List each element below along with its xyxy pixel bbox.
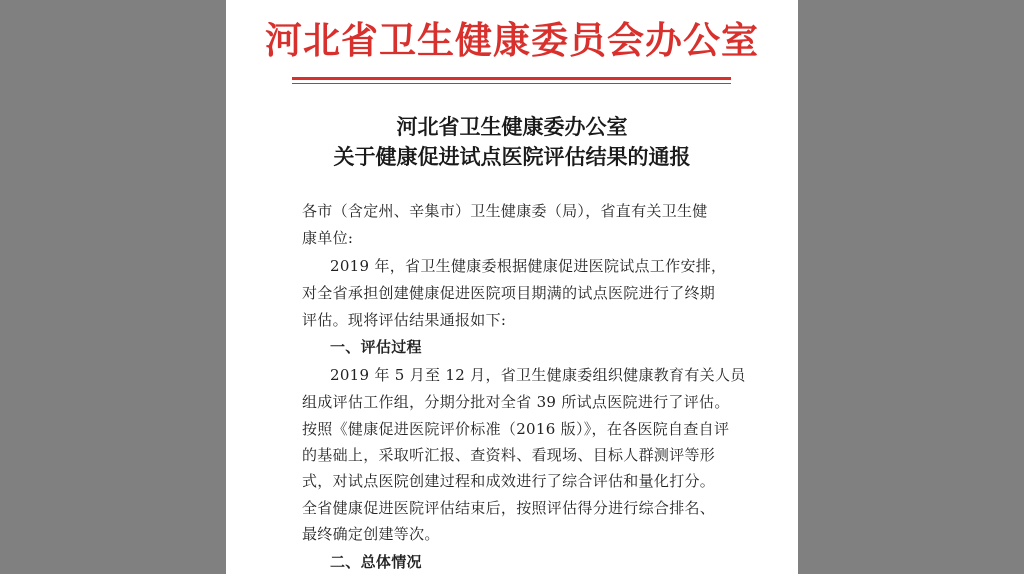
para1-line2: 对全省承担创建健康促进医院项目期满的试点医院进行了终期 [302, 284, 716, 302]
document-title-line2: 关于健康促进试点医院评估结果的通报 [333, 144, 691, 169]
para2-line5: 式，对试点医院创建过程和成效进行了综合评估和量化打分。 [302, 472, 716, 490]
recipient-line1: 各市（含定州、辛集市）卫生健康委（局），省直有关卫生健 [302, 202, 708, 220]
para2-line6: 全省健康促进医院评估结束后，按照评估得分进行综合排名、 [302, 499, 716, 517]
org-header-title: 河北省卫生健康委员会办公室 [265, 18, 759, 62]
para2-line4: 的基础上，采取听汇报、查资料、看现场、目标人群测评等形 [302, 446, 716, 464]
section1-heading: 一、评估过程 [330, 338, 422, 356]
para2-line2: 组成评估工作组，分期分批对全省 39 所试点医院进行了评估。 [302, 393, 730, 411]
para1-line1: 2019 年，省卫生健康委根据健康促进医院试点工作安排， [330, 257, 727, 275]
section2-heading: 二、总体情况 [330, 553, 422, 571]
red-header-rule-thick [292, 77, 731, 80]
red-header-rule-thin [292, 83, 731, 84]
para2-line7: 最终确定创建等次。 [302, 525, 440, 543]
para1-line3: 评估。现将评估结果通报如下: [302, 311, 507, 329]
para2-line3: 按照《健康促进医院评价标准（2016 版）》，在各医院自查自评 [302, 420, 730, 438]
document-page [226, 0, 798, 574]
recipient-line2: 康单位: [302, 229, 354, 247]
para2-line1: 2019 年 5 月至 12 月，省卫生健康委组织健康教育有关人员 [330, 366, 746, 384]
document-title-line1: 河北省卫生健康委办公室 [396, 114, 628, 139]
